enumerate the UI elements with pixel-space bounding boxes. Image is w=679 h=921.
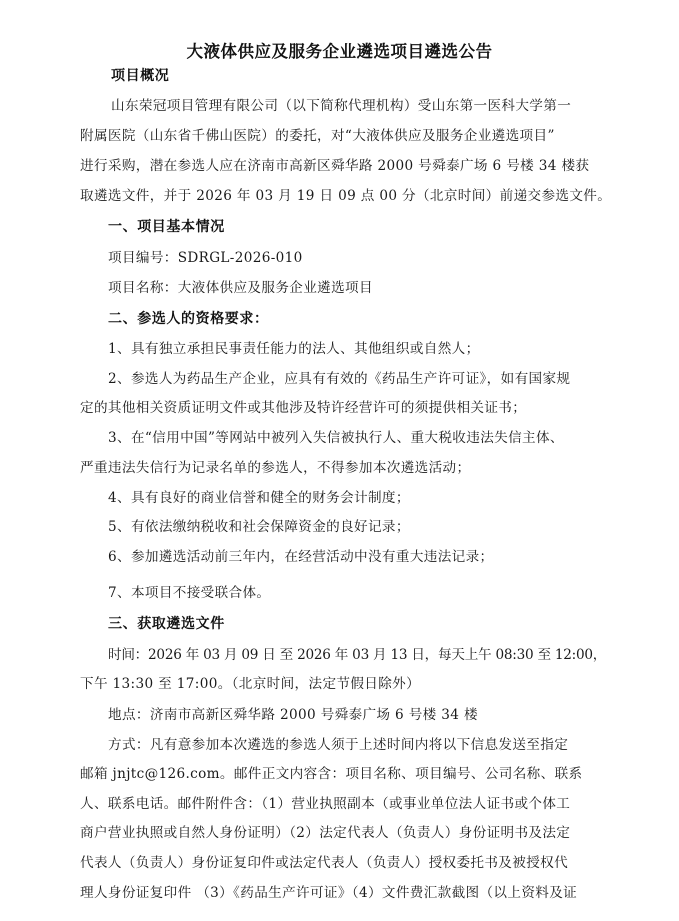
acquisition-method-cont: 邮箱 jnjtc@126.com。邮件正文内容含：项目名称、项目编号、公司名称、联系 bbox=[80, 766, 583, 782]
acquisition-place: 地点：济南市高新区舜华路 2000 号舜泰广场 6 号楼 34 楼 bbox=[108, 707, 478, 723]
requirement-item: 7、本项目不接受联合体。 bbox=[108, 585, 271, 601]
overview-line: 进行采购，潜在参选人应在济南市高新区舜华路 2000 号舜泰广场 6 号楼 34 楼获 bbox=[80, 158, 590, 174]
overview-line: 附属医院（山东省千佛山医院）的委托，对“大液体供应及服务企业遴选项目” bbox=[80, 128, 555, 144]
acquisition-method-cont: 人、联系电话。邮件附件含：（1）营业执照副本（或事业单位法人证书或个体工 bbox=[80, 796, 571, 812]
requirement-item: 3、在“信用中国”等网站中被列入失信被执行人、重大税收违法失信主体、 bbox=[108, 430, 564, 446]
requirement-item-cont: 严重违法失信行为记录名单的参选人，不得参加本次遴选活动； bbox=[80, 460, 471, 476]
acquisition-time: 时间：2026 年 03 月 09 日 至 2026 年 03 月 13 日，每天上午 08:30 至 12:00， bbox=[108, 647, 607, 663]
overview-heading: 项目概况 bbox=[111, 68, 170, 84]
overview-line: 取遴选文件，并于 2026 年 03 月 19 日 09 点 00 分（北京时间）前递交参选文件。 bbox=[80, 188, 612, 204]
overview-line: 山东荣冠项目管理有限公司（以下简称代理机构）受山东第一医科大学第一 bbox=[111, 98, 572, 114]
requirement-item-cont: 定的其他相关资质证明文件或其他涉及特许经营许可的须提供相关证书； bbox=[80, 400, 527, 416]
requirement-item: 6、参加遴选活动前三年内，在经营活动中没有重大违法记录； bbox=[108, 549, 494, 565]
acquisition-method-cont: 理人身份证复印件 （3）《药品生产许可证》（4）文件费汇款截图（以上资料及证 bbox=[80, 885, 578, 901]
project-number: 项目编号：SDRGL-2026-010 bbox=[108, 250, 303, 266]
requirement-item: 4、具有良好的商业信誉和健全的财务会计制度； bbox=[108, 490, 410, 506]
project-name: 项目名称：大液体供应及服务企业遴选项目 bbox=[108, 280, 373, 296]
page-title: 大液体供应及服务企业遴选项目遴选公告 bbox=[186, 42, 493, 61]
section-2-heading: 二、参选人的资格要求： bbox=[108, 311, 269, 327]
requirement-item: 1、具有独立承担民事责任能力的法人、其他组织或自然人； bbox=[108, 341, 480, 357]
acquisition-time-cont: 下午 13:30 至 17:00。（北京时间，法定节假日除外） bbox=[80, 676, 421, 692]
acquisition-method-cont: 代表人（负责人）身份证复印件或法定代表人（负责人）授权委托书及被授权代 bbox=[80, 855, 569, 871]
acquisition-method: 方式：凡有意参加本次遴选的参选人须于上述时间内将以下信息发送至指定 bbox=[108, 737, 569, 753]
section-3-heading: 三、获取遴选文件 bbox=[108, 616, 225, 632]
section-1-heading: 一、项目基本情况 bbox=[108, 219, 225, 235]
requirement-item: 2、参选人为药品生产企业，应具有有效的《药品生产许可证》，如有国家规 bbox=[108, 371, 571, 387]
requirement-item: 5、有依法缴纳税收和社会保障资金的良好记录； bbox=[108, 519, 410, 535]
acquisition-method-cont: 商户营业执照或自然人身份证明）（2）法定代表人（负责人）身份证明书及法定 bbox=[80, 825, 571, 841]
